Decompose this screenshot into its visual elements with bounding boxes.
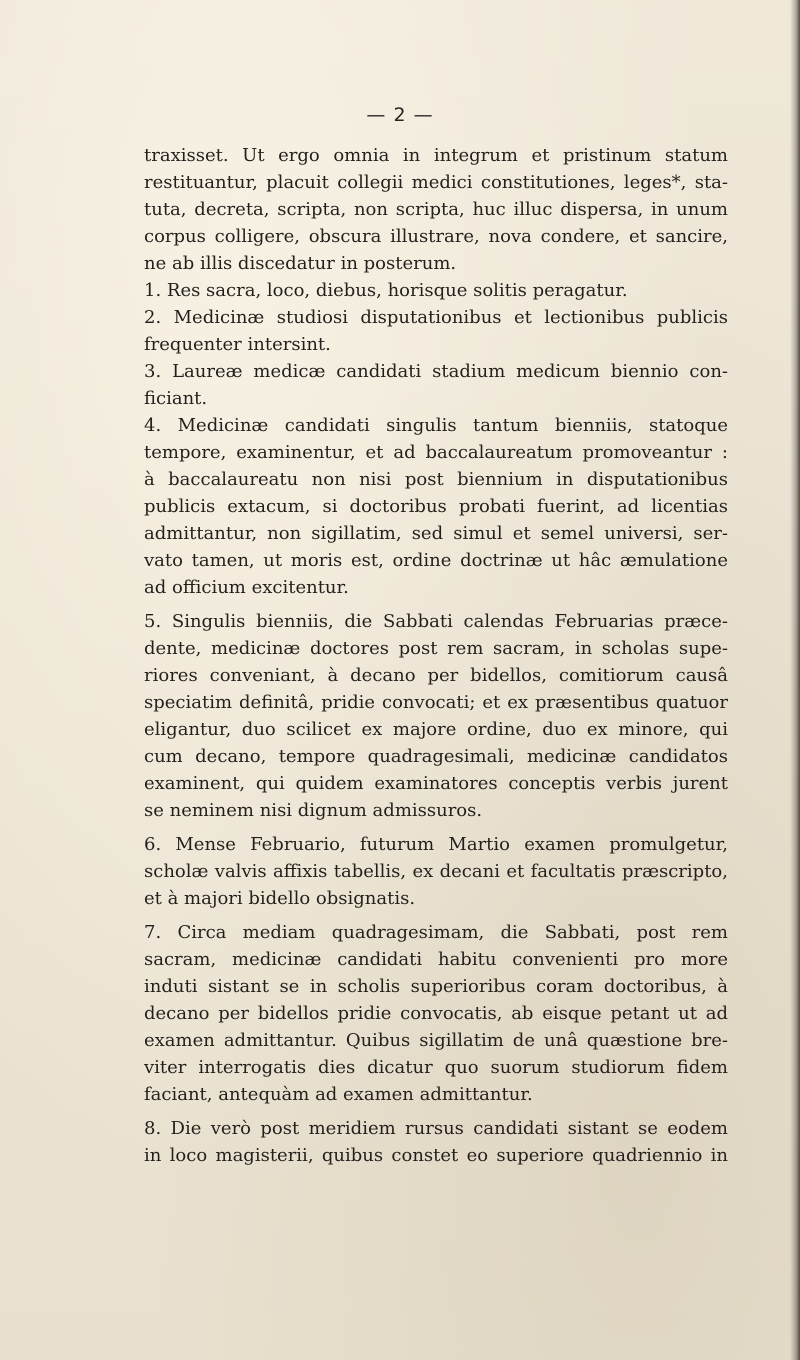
paragraph-gap <box>144 1108 728 1115</box>
text-line: se neminem nisi dignum admissuros. <box>144 800 483 821</box>
text-line: à baccalaureatu non nisi post biennium in disputationibus <box>144 469 728 490</box>
page-edge-shadow <box>790 0 800 1360</box>
text-line: vato tamen, ut moris est, ordine doctrinæ ut hâc æmulatione <box>144 550 728 571</box>
text-line: corpus colligere, obscura illustrare, nova condere, et sancire, <box>144 226 728 247</box>
text-line: cum decano, tempore quadragesimali, medicinæ candidatos <box>144 746 728 767</box>
text-line: speciatim definitâ, pridie convocati; et ex præsentibus quatuor <box>144 692 728 713</box>
text-line: 6. Mense Februario, futurum Martio examen promulgetur, <box>144 834 728 855</box>
text-line: publicis extacum, si doctoribus probati fuerint, ad licentias <box>144 496 728 517</box>
text-line: riores conveniant, à decano per bidellos, comitiorum causâ <box>144 665 728 686</box>
text-line: 7. Circa mediam quadragesimam, die Sabbati, post rem <box>144 922 728 943</box>
text-line: 2. Medicinæ studiosi disputationibus et lectionibus publicis <box>144 307 728 328</box>
text-line: induti sistant se in scholis superioribus coram doctoribus, à <box>144 976 728 997</box>
text-line: examen admittantur. Quibus sigillatim de unâ quæstione bre- <box>144 1030 728 1051</box>
text-line: admittantur, non sigillatim, sed simul et semel universi, ser- <box>144 523 728 544</box>
text-line: 8. Die verò post meridiem rursus candidati sistant se eodem <box>144 1118 728 1139</box>
text-line: examinent, qui quidem examinatores conceptis verbis jurent <box>144 773 728 794</box>
text-line: 3. Laureæ medicæ candidati stadium medicum biennio con- <box>144 361 728 382</box>
text-line: eligantur, duo scilicet ex majore ordine, duo ex minore, qui <box>144 719 728 740</box>
page-number: — 2 — <box>366 104 434 126</box>
text-line: ficiant. <box>144 388 208 409</box>
paragraph-gap <box>144 912 728 919</box>
text-line: tuta, decreta, scripta, non scripta, huc illuc dispersa, in unum <box>144 199 728 220</box>
text-line: in loco magisterii, quibus constet eo superiore quadriennio in <box>144 1145 728 1166</box>
text-line: decano per bidellos pridie convocatis, ab eisque petant ut ad <box>144 1003 728 1024</box>
paragraph-gap <box>144 824 728 831</box>
text-line: viter interrogatis dies dicatur quo suorum studiorum fidem <box>144 1057 728 1078</box>
paragraph-gap <box>144 601 728 608</box>
text-line: faciant, antequàm ad examen admittantur. <box>144 1084 533 1105</box>
text-line: ad officium excitentur. <box>144 577 349 598</box>
text-line: frequenter intersint. <box>144 334 331 355</box>
text-line: traxisset. Ut ergo omnia in integrum et pristinum statum <box>144 145 728 166</box>
text-line: restituantur, placuit collegii medici constitutiones, leges*, sta- <box>144 172 728 193</box>
text-line: dente, medicinæ doctores post rem sacram, in scholas supe- <box>144 638 728 659</box>
body-text <box>144 142 728 1169</box>
text-line: et à majori bidello obsignatis. <box>144 888 416 909</box>
text-line: 4. Medicinæ candidati singulis tantum bienniis, statoque <box>144 415 728 436</box>
text-line: sacram, medicinæ candidati habitu convenienti pro more <box>144 949 728 970</box>
text-line: 5. Singulis bienniis, die Sabbati calendas Februarias præce- <box>144 611 728 632</box>
text-line: 1. Res sacra, loco, diebus, horisque solitis peragatur. <box>144 280 628 301</box>
text-line: tempore, examinentur, et ad baccalaureatum promoveantur : <box>144 442 728 463</box>
text-line: ne ab illis discedatur in posterum. <box>144 253 457 274</box>
text-line: scholæ valvis affixis tabellis, ex decani et facultatis præscripto, <box>144 861 728 882</box>
